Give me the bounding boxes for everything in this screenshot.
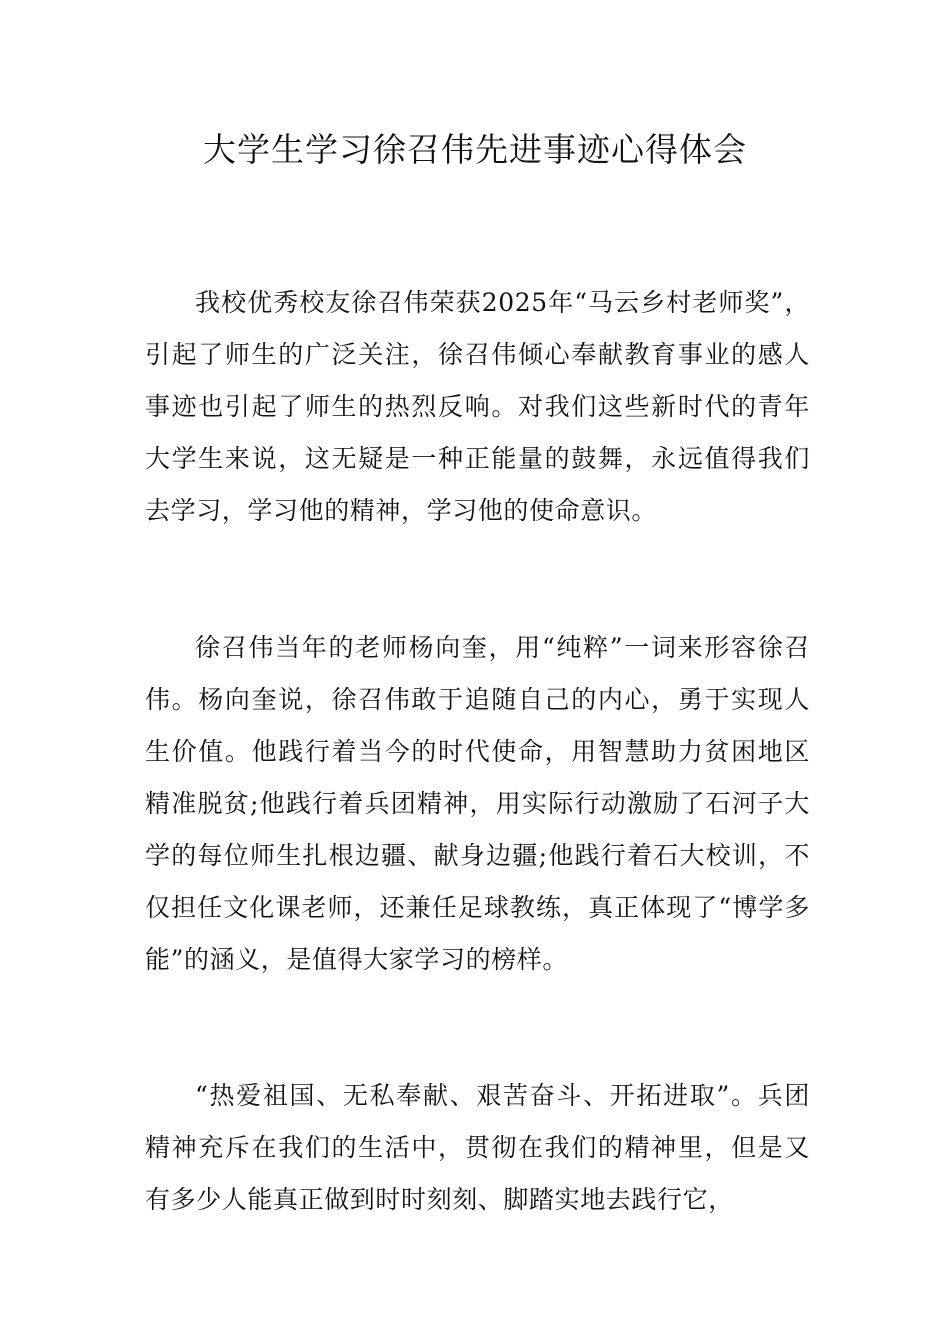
document-title: 大学生学习徐召伟先进事迹心得体会 [203, 130, 747, 169]
paragraph-3: “热爱祖国、无私奉献、艰苦奋斗、开拓进取”。兵团精神充斥在我们的生活中，贯彻在我们的精神里，但是又有多少人能真正做到时时刻刻、脚踏实地去践行它， [145, 1081, 810, 1214]
paragraph-1: 我校优秀校友徐召伟荣获2025年“马云乡村老师奖”，引起了师生的广泛关注，徐召伟倾心奉献教育事业的感人事迹也引起了师生的热烈反响。对我们这些新时代的青年大学生来说，这无疑是一种正能量的鼓舞，永远值得我们去学习，学习他的精神，学习他的使命意识。 [145, 288, 810, 525]
paragraph-2: 徐召伟当年的老师杨向奎，用“纯粹”一词来形容徐召伟。杨向奎说，徐召伟敢于追随自己的内心，勇于实现人生价值。他践行着当今的时代使命，用智慧助力贫困地区精准脱贫;他践行着兵团精神，用实际行动激励了石河子大学的每位师生扎根边疆、献身边疆;他践行着石大校训，不仅担任文化课老师，还兼任足球教练，真正体现了“博学多能”的涵义，是值得大家学习的榜样。 [145, 633, 810, 974]
